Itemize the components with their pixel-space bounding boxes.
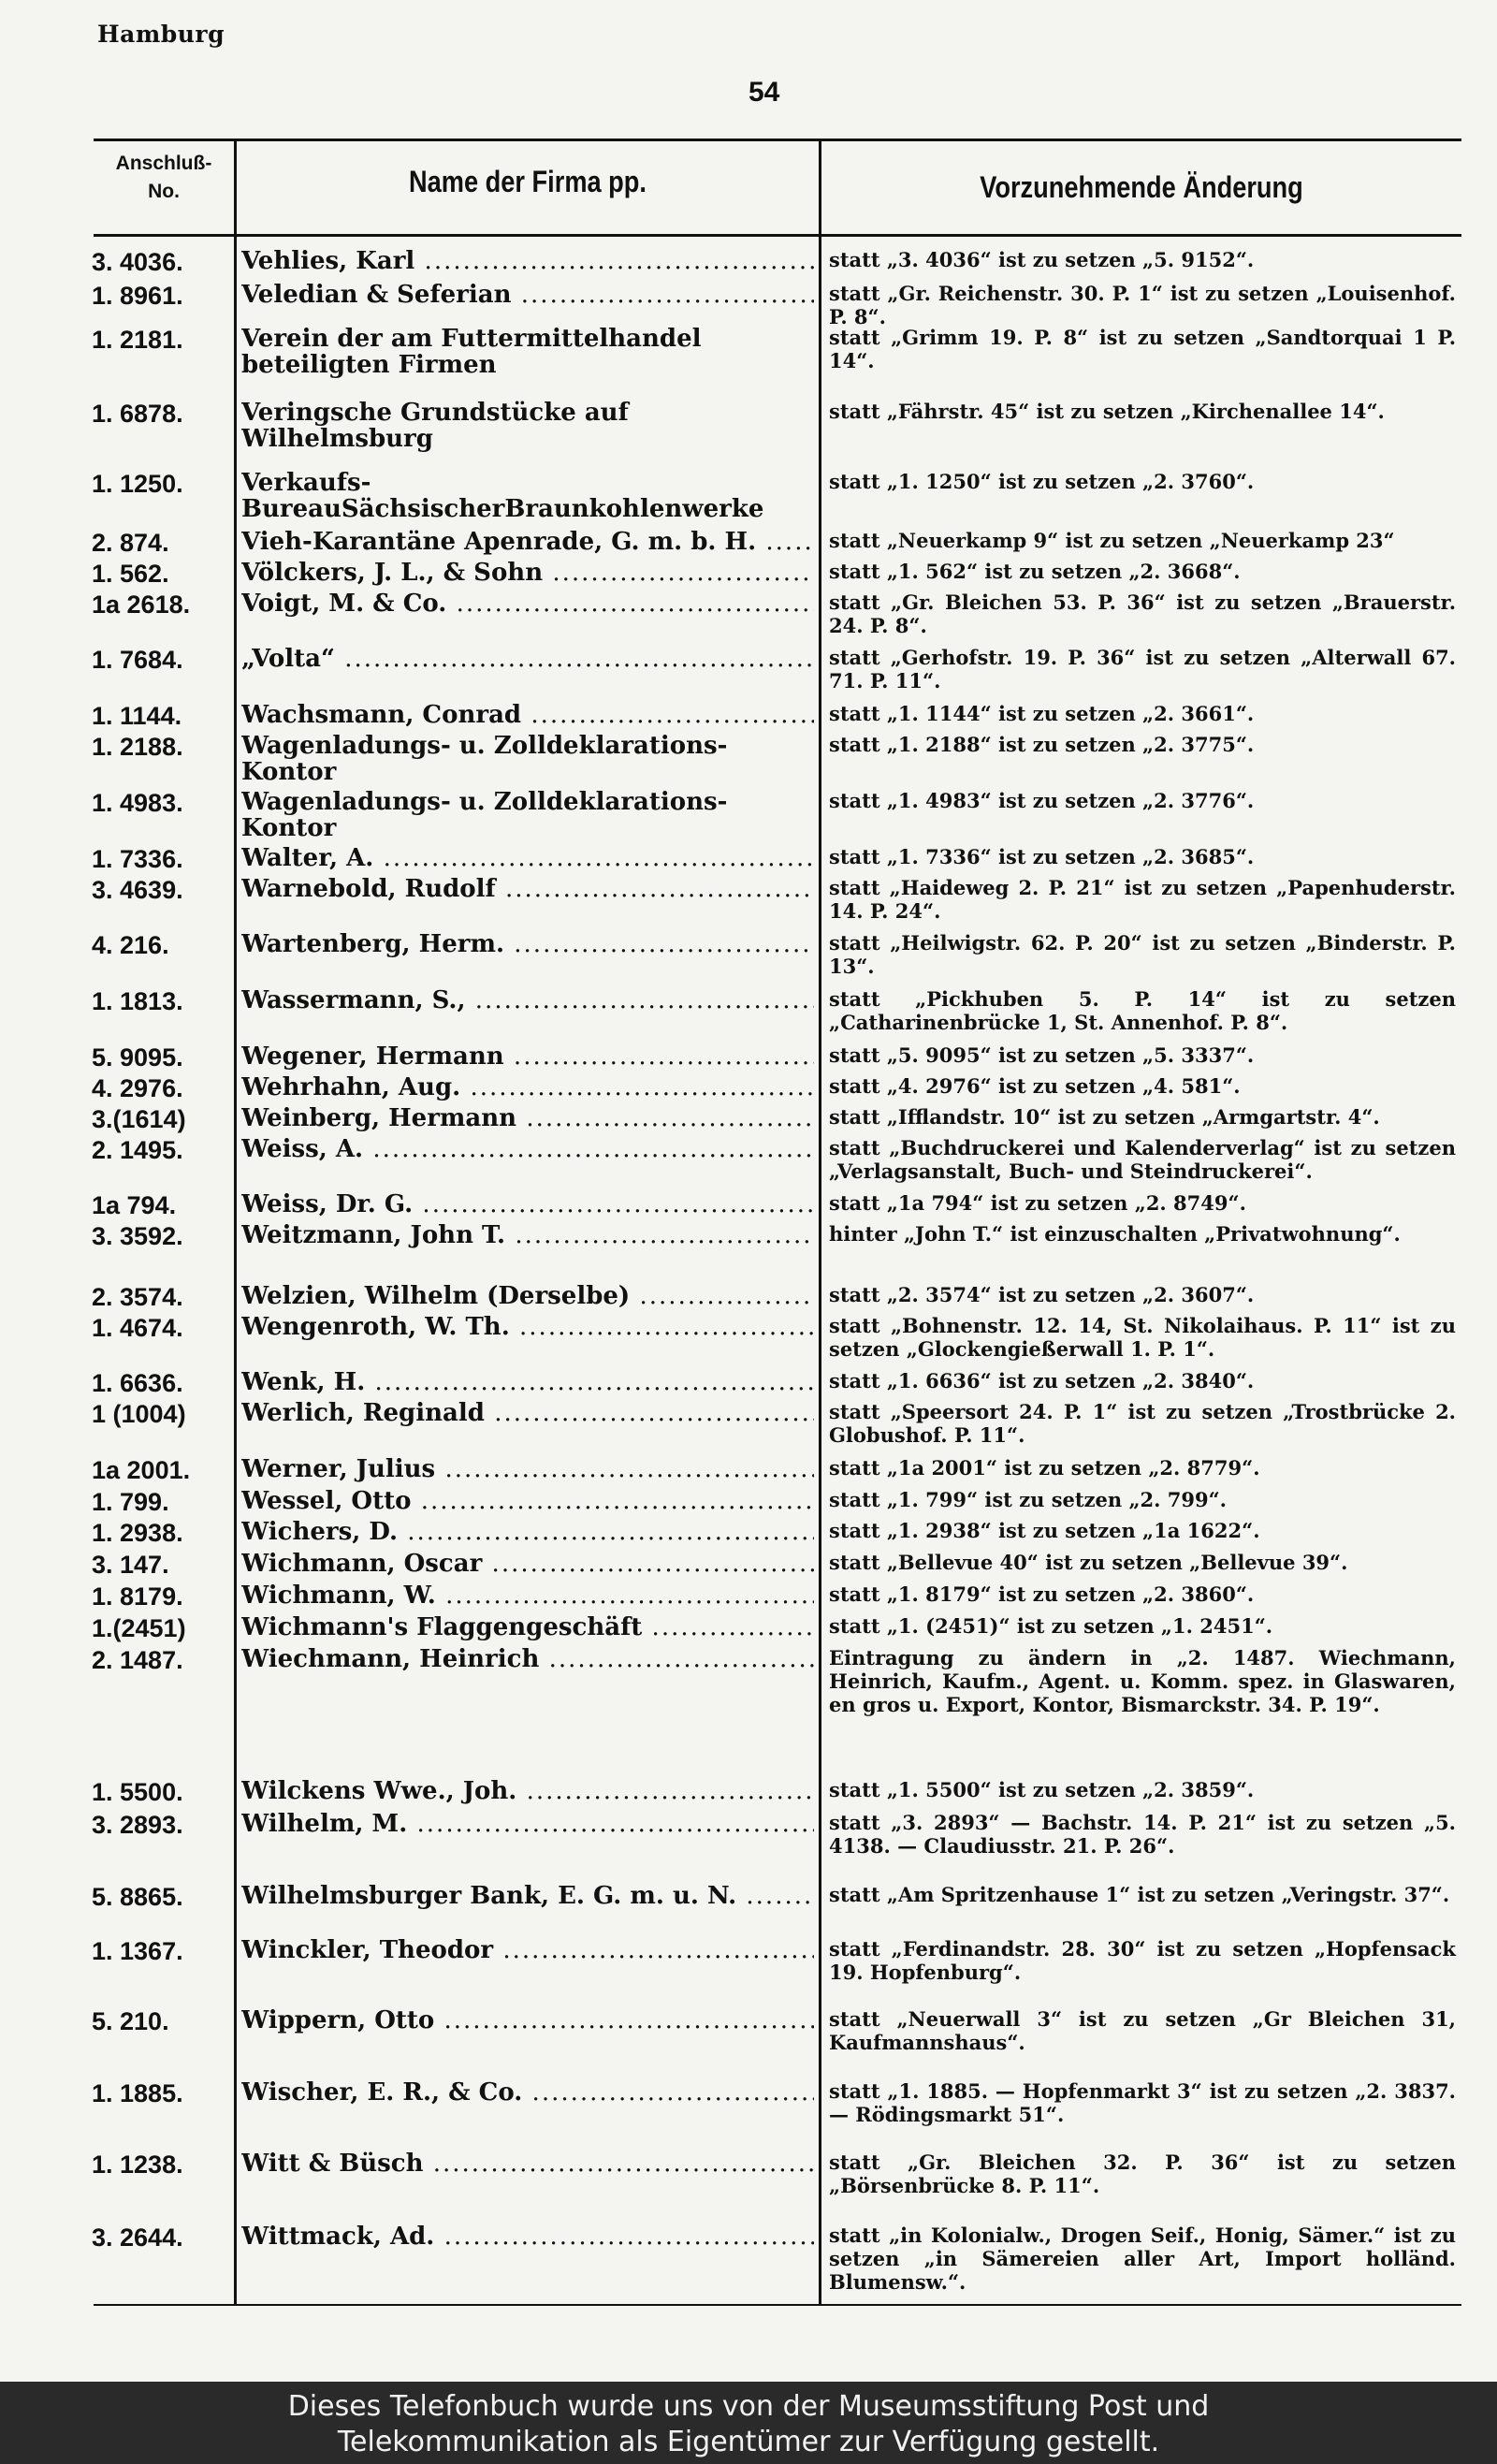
firm-name (241, 1043, 814, 1070)
change-note: statt „1. 7336“ ist zu setzen „2. 3685“. (829, 845, 1255, 868)
firm-name-text: Wichers, D. ..... (241, 1519, 814, 1545)
firm-name-text: Weiss, A. ..... (241, 1136, 814, 1162)
change-note: hinter „John T.“ ist einzuschalten „Privatwohnung“. (829, 1222, 1401, 1246)
firm-name-text: Wessel, Otto ..... (241, 1488, 814, 1514)
column-header-change: Vorzunehmende Änderung (980, 170, 1303, 204)
firm-name-text: Wassermann, S., ..... (241, 987, 814, 1013)
change-note: statt „1. 6636“ ist zu setzen „2. 3840“. (829, 1369, 1255, 1392)
firm-name-text: Wittmack, Ad. ..... (241, 2223, 814, 2250)
change-note: statt „Gr. Bleichen 32. P. 36“ ist zu setzen „Börsenbrücke 8. P. 11“. (829, 2151, 1456, 2197)
firm-name (241, 282, 814, 308)
firm-name-text: Weitzmann, John T. ..... (241, 1222, 814, 1248)
firm-name (241, 845, 814, 871)
connection-number: 2. 874. (92, 529, 169, 557)
change-note: statt „3. 2893“ — Bachstr. 14. P. 21“ ist zu setzen „5. 4138. — Claudiusstr. 21. P. 26“. (829, 1811, 1456, 1858)
firm-name-text: Wagenladungs- u. Zolldeklarations-Kontor ..... (241, 733, 814, 785)
connection-number: 1. 799. (92, 1488, 169, 1516)
connection-number: 1. 1367. (92, 1937, 183, 1965)
connection-number: 1. 562. (92, 560, 169, 588)
firm-name (241, 1488, 814, 1514)
firm-name-text: Warnebold, Rudolf ..... (241, 876, 814, 902)
firm-name-text: Verkaufs-BureauSächsischerBraunkohlenwerke ..... (241, 470, 814, 522)
change-note: statt „Neuerwall 3“ ist zu setzen „Gr Bleichen 31, Kaufmannshaus“. (829, 2007, 1456, 2054)
region-title: Hamburg (97, 21, 225, 48)
firm-name-text: Witt & Büsch ..... (241, 2151, 814, 2177)
change-note: statt „1. 1250“ ist zu setzen „2. 3760“. (829, 470, 1255, 493)
connection-number: 2. 3574. (92, 1283, 183, 1311)
connection-number: 4. 2976. (92, 1074, 183, 1102)
change-note: statt „Pickhuben 5. P. 14“ ist zu setzen „Catharinenbrücke 1, St. Annenhof. P. 8“. (829, 987, 1456, 1034)
connection-number: 5. 210. (92, 2007, 169, 2035)
firm-name (241, 1519, 814, 1545)
connection-number: 1. 2188. (92, 733, 183, 761)
connection-number: 1. 2181. (92, 326, 183, 354)
firm-name (241, 931, 814, 957)
firm-name-text: „Volta“ ..... (241, 646, 814, 672)
firm-name (241, 1191, 814, 1217)
firm-name (241, 470, 814, 522)
change-note: Eintragung zu ändern in „2. 1487. Wiechmann, Heinrich, Kaufm., Agent. u. Komm. spez. in Glaswaren, en gros u. Export, Kontor, Bismarckstr. 34. P. 19“. (829, 1646, 1456, 1716)
firm-name (241, 400, 814, 452)
change-note: statt „Am Spritzenhause 1“ ist zu setzen „Veringstr. 37“. (829, 1883, 1450, 1906)
firm-name-text: Weinberg, Hermann ..... (241, 1105, 814, 1131)
firm-name-text: Wachsmann, Conrad ..... (241, 702, 814, 728)
firm-name (241, 1778, 814, 1804)
firm-name (241, 1222, 814, 1248)
change-note: statt „1. 4983“ ist zu setzen „2. 3776“. (829, 789, 1255, 812)
firm-name-text: Weiss, Dr. G. ..... (241, 1191, 814, 1217)
connection-number: 1a 794. (92, 1191, 177, 1219)
footer-line: Telekommunikation als Eigentümer zur Verfügung gestellt. (337, 2426, 1160, 2458)
connection-number: 1. 1813. (92, 987, 183, 1015)
firm-name-text: Verein der am Futtermittelhandel beteiligten Firmen ..... (241, 326, 814, 378)
firm-name (241, 2079, 814, 2106)
connection-number: 1. 7684. (92, 646, 183, 674)
change-note: statt „1. 8179“ ist zu setzen „2. 3860“. (829, 1582, 1255, 1606)
firm-name-text: Wiechmann, Heinrich ..... (241, 1646, 814, 1672)
firm-name-text: Wehrhahn, Aug. ..... (241, 1074, 814, 1101)
firm-name (241, 1937, 814, 1963)
table-top-rule (94, 139, 1461, 141)
firm-name-text: Wichmann, W. ..... (241, 1582, 814, 1609)
connection-number: 3. 147. (92, 1551, 169, 1579)
firm-name (241, 1400, 814, 1426)
firm-name (241, 1283, 814, 1309)
change-note: statt „1. 2188“ ist zu setzen „2. 3775“. (829, 733, 1255, 756)
change-note: statt „Bohnenstr. 12. 14, St. Nikolaihaus. P. 11“ ist zu setzen „Glockengießerwall 1. P. 1“. (829, 1314, 1456, 1361)
firm-name-text: Veledian & Seferian ..... (241, 282, 814, 308)
firm-name-text: Wegener, Hermann ..... (241, 1043, 814, 1070)
footer-line: Dieses Telefonbuch wurde uns von der Museumsstiftung Post und (287, 2390, 1210, 2423)
page-number: 54 (748, 77, 780, 108)
firm-name (241, 1551, 814, 1577)
connection-number: 4. 216. (92, 931, 169, 959)
firm-name-text: Werlich, Reginald ..... (241, 1400, 814, 1426)
change-note: statt „1a 2001“ ist zu setzen „2. 8779“. (829, 1456, 1260, 1480)
change-note: statt „Ferdinandstr. 28. 30“ ist zu setzen „Hopfensack 19. Hopfenburg“. (829, 1937, 1456, 1984)
firm-name-text: Vehlies, Karl ..... (241, 248, 814, 274)
connection-number: 1. 7336. (92, 845, 183, 873)
firm-name-text: Völckers, J. L., & Sohn ..... (241, 560, 814, 586)
firm-name-text: Werner, Julius ..... (241, 1456, 814, 1482)
firm-name (241, 2151, 814, 2177)
connection-number: 1. 4983. (92, 789, 183, 817)
firm-name (241, 987, 814, 1013)
connection-number: 1. 6878. (92, 400, 183, 428)
connection-number: 3. 2644. (92, 2223, 183, 2252)
firm-name-text: Vieh-Karantäne Apenrade, G. m. b. H. ..... (241, 529, 814, 555)
firm-name (241, 590, 814, 617)
connection-number: 3. 4036. (92, 248, 183, 276)
firm-name (241, 1646, 814, 1672)
firm-name (241, 1811, 814, 1837)
connection-number: 3. 4639. (92, 876, 183, 904)
connection-number: 1. 2938. (92, 1519, 183, 1547)
firm-name (241, 2007, 814, 2034)
change-note: statt „Fährstr. 45“ ist zu setzen „Kirchenallee 14“. (829, 400, 1385, 423)
change-note: statt „1. 1144“ ist zu setzen „2. 3661“. (829, 702, 1255, 725)
connection-number: 1. 5500. (92, 1778, 183, 1806)
firm-name-text: Wartenberg, Herm. ..... (241, 931, 814, 957)
firm-name (241, 733, 814, 785)
change-note: statt „5. 9095“ ist zu setzen „5. 3337“. (829, 1043, 1255, 1067)
firm-name (241, 248, 814, 274)
change-note: statt „Gerhofstr. 19. P. 36“ ist zu setzen „Alterwall 67. 71. P. 11“. (829, 646, 1456, 693)
firm-name (241, 326, 814, 378)
firm-name (241, 1105, 814, 1131)
firm-name (241, 1456, 814, 1482)
firm-name (241, 529, 814, 555)
change-note: statt „4. 2976“ ist zu setzen „4. 581“. (829, 1074, 1241, 1098)
connection-number: 1. 1238. (92, 2151, 183, 2179)
firm-name-text: Wippern, Otto ..... (241, 2007, 814, 2034)
connection-number: 1. 6636. (92, 1369, 183, 1397)
change-note: statt „Bellevue 40“ ist zu setzen „Bellevue 39“. (829, 1551, 1348, 1574)
change-note: statt „1. 799“ ist zu setzen „2. 799“. (829, 1488, 1227, 1511)
firm-name (241, 1614, 814, 1640)
change-note: statt „Neuerkamp 9“ ist zu setzen „Neuerkamp 23“ (829, 529, 1395, 552)
firm-name (241, 1314, 814, 1340)
connection-number: 1 (1004) (92, 1400, 186, 1428)
column-header-number: Anschluß- No. (115, 153, 212, 202)
firm-name-text: Wenk, H. ..... (241, 1369, 814, 1395)
change-note: statt „Buchdruckerei und Kalenderverlag“ ist zu setzen „Verlagsanstalt, Buch- und Steindruckerei“. (829, 1136, 1456, 1183)
connection-number: 2. 1487. (92, 1646, 183, 1674)
firm-name (241, 1582, 814, 1609)
connection-number: 1. 1885. (92, 2079, 183, 2107)
change-note: statt „Haideweg 2. P. 21“ ist zu setzen „Papenhuderstr. 14. P. 24“. (829, 876, 1456, 923)
firm-name (241, 646, 814, 672)
firm-name-text: Wichmann's Flaggengeschäft ..... (241, 1614, 814, 1640)
change-note: statt „1. 2938“ ist zu setzen „1a 1622“. (829, 1519, 1260, 1542)
firm-name-text: Wagenladungs- u. Zolldeklarations-Kontor ..... (241, 789, 814, 841)
connection-number: 1. 1144. (92, 702, 182, 730)
change-note: statt „Speersort 24. P. 1“ ist zu setzen „Trostbrücke 2. Globushof. P. 11“. (829, 1400, 1456, 1447)
firm-name-text: Welzien, Wilhelm (Derselbe) ..... (241, 1283, 814, 1309)
connection-number: 1a 2001. (92, 1456, 191, 1484)
change-note: statt „2. 3574“ ist zu setzen „2. 3607“. (829, 1283, 1255, 1306)
change-note: statt „1. 1885. — Hopfenmarkt 3“ ist zu setzen „2. 3837. — Rödingsmarkt 51“. (829, 2079, 1456, 2126)
firm-name (241, 789, 814, 841)
firm-name (241, 2223, 814, 2250)
firm-name (241, 1883, 814, 1909)
change-note: statt „Heilwigstr. 62. P. 20“ ist zu setzen „Binderstr. P. 13“. (829, 931, 1456, 978)
connection-number: 1.(2451) (92, 1614, 186, 1642)
footer-notice (0, 2382, 1497, 2464)
firm-name-text: Walter, A. ..... (241, 845, 814, 871)
connection-number: 1. 8179. (92, 1582, 183, 1611)
connection-number: 3.(1614) (92, 1105, 186, 1133)
firm-name-text: Wischer, E. R., & Co. ..... (241, 2079, 814, 2106)
connection-number: 3. 3592. (92, 1222, 183, 1250)
table-header-rule (94, 234, 1461, 237)
firm-name (241, 1074, 814, 1101)
firm-name-text: Veringsche Grundstücke auf Wilhelmsburg ..... (241, 400, 814, 452)
firm-name-text: Wichmann, Oscar ..... (241, 1551, 814, 1577)
column-divider (234, 139, 237, 2305)
table-bottom-rule (94, 2304, 1461, 2306)
change-note: statt „1. 562“ ist zu setzen „2. 3668“. (829, 560, 1241, 583)
change-note: statt „Grimm 19. P. 8“ ist zu setzen „Sandtorquai 1 P. 14“. (829, 326, 1456, 372)
connection-number: 1. 1250. (92, 470, 183, 498)
connection-number: 1. 4674. (92, 1314, 183, 1342)
firm-name (241, 876, 814, 902)
connection-number: 5. 8865. (92, 1883, 183, 1911)
column-header-name: Name der Firma pp. (409, 165, 647, 198)
change-note: statt „1. (2451)“ ist zu setzen „1. 2451“. (829, 1614, 1273, 1638)
firm-name-text: Wilhelm, M. ..... (241, 1811, 814, 1837)
firm-name-text: Winckler, Theodor ..... (241, 1937, 814, 1963)
firm-name-text: Wilhelmsburger Bank, E. G. m. u. N. ..... (241, 1883, 814, 1909)
change-note: statt „Ifflandstr. 10“ ist zu setzen „Armgartstr. 4“. (829, 1105, 1380, 1129)
firm-name (241, 1369, 814, 1395)
change-note: statt „in Kolonialw., Drogen Seif., Honig, Sämer.“ ist zu setzen „in Sämereien aller Art, Import holländ. Blumensw.“. (829, 2223, 1456, 2294)
connection-number: 1. 8961. (92, 282, 183, 310)
connection-number: 5. 9095. (92, 1043, 183, 1072)
firm-name-text: Wengenroth, W. Th. ..... (241, 1314, 814, 1340)
firm-name (241, 702, 814, 728)
change-note: statt „1a 794“ ist zu setzen „2. 8749“. (829, 1191, 1246, 1215)
column-divider (819, 139, 821, 2305)
firm-name (241, 1136, 814, 1162)
change-note: statt „1. 5500“ ist zu setzen „2. 3859“. (829, 1778, 1255, 1801)
change-note: statt „Gr. Reichenstr. 30. P. 1“ ist zu setzen „Louisenhof. P. 8“. (829, 282, 1456, 328)
connection-number: 2. 1495. (92, 1136, 183, 1164)
connection-number: 3. 2893. (92, 1811, 183, 1839)
connection-number: 1a 2618. (92, 590, 191, 619)
change-note: statt „Gr. Bleichen 53. P. 36“ ist zu setzen „Brauerstr. 24. P. 8“. (829, 590, 1456, 637)
change-note: statt „3. 4036“ ist zu setzen „5. 9152“. (829, 248, 1255, 271)
firm-name (241, 560, 814, 586)
firm-name-text: Wilckens Wwe., Joh. ..... (241, 1778, 814, 1804)
firm-name-text: Voigt, M. & Co. ..... (241, 590, 814, 617)
